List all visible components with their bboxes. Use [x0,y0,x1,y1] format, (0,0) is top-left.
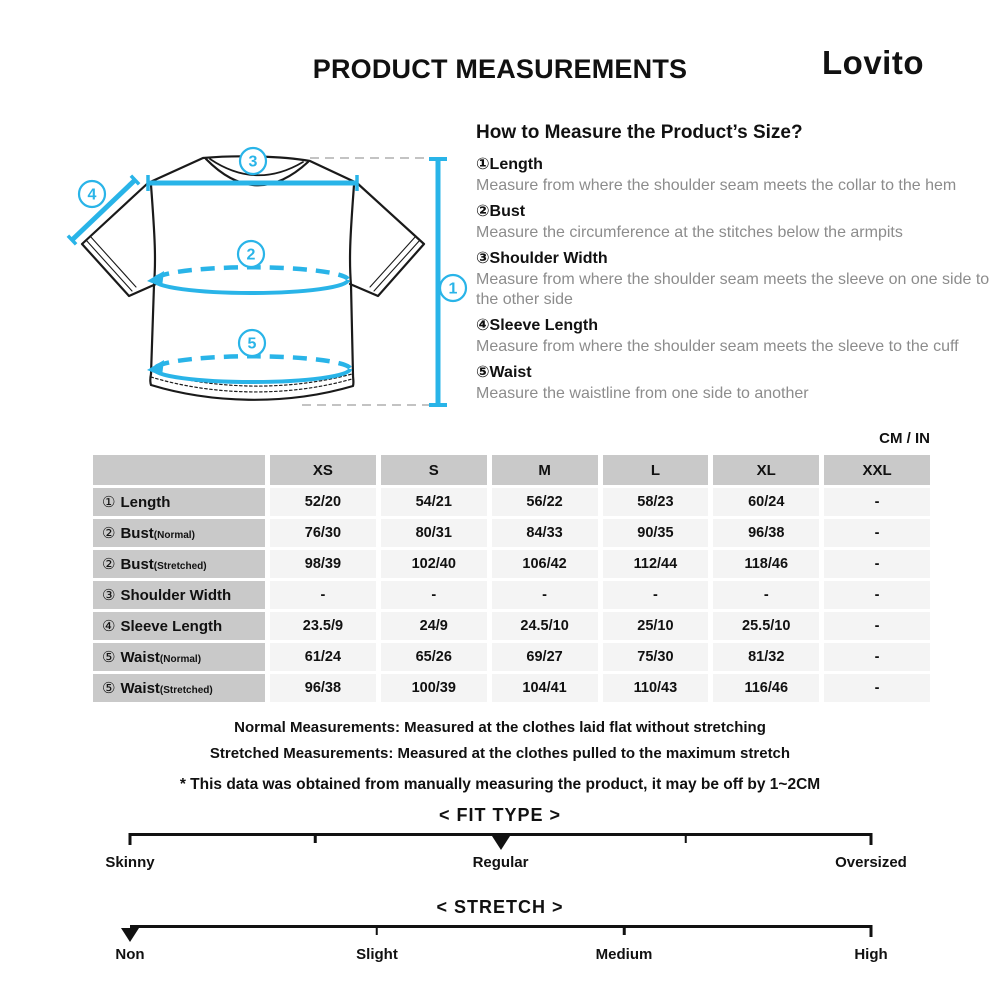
size-value: 80/31 [381,519,487,547]
size-value: 118/46 [713,550,819,578]
scale-label: Non [115,946,145,963]
scale-label: Skinny [105,854,155,871]
size-value: 102/40 [381,550,487,578]
size-value: 69/27 [492,643,598,671]
size-value: 98/39 [270,550,376,578]
howto-item-description: Measure the circumference at the stitches below the armpits [476,223,903,241]
howto-item-label: ①Length [476,156,543,173]
size-value: - [270,581,376,609]
howto-item [476,315,1000,358]
howto-item-label: ③Shoulder Width [476,249,608,267]
scale-tick [376,925,379,935]
size-value: - [824,519,930,547]
row-label: ⑤ Waist (Stretched) [93,674,265,702]
size-value: 110/43 [603,674,709,702]
callout-3-number: 3 [248,153,258,171]
scale-marker-icon [492,836,510,850]
note-normal-measurements: Normal Measurements: Measured at the clothes laid flat without stretching [234,719,766,736]
unit-label: CM / IN [879,430,930,447]
size-value: 106/42 [492,550,598,578]
stretch-title: < STRETCH > [436,897,564,917]
bust-ellipse [154,280,348,293]
howto-item [476,248,1000,312]
table-corner-cell [93,455,265,485]
stretch-scale [115,925,888,970]
scale-tick [623,925,626,935]
circled-number-icon: ② [102,556,116,573]
tshirt-measurement-diagram [60,128,480,428]
scale-label: Oversized [835,854,907,871]
size-col-header: XXL [824,455,930,485]
size-value: 60/24 [713,488,819,516]
size-value: 96/38 [270,674,376,702]
size-value: 24/9 [381,612,487,640]
circled-number-icon: ③ [102,587,116,604]
callout-circles [79,148,466,356]
waist-ellipse [154,369,350,382]
howto-item-description: Measure from where the shoulder seam meets the collar to the hem [476,177,957,194]
scale-end-cap [129,833,132,845]
size-value: 24.5/10 [492,612,598,640]
length-leader-lines [302,158,432,405]
circled-number-icon: ③ [476,249,490,267]
size-value: - [824,581,930,609]
size-value: - [603,581,709,609]
size-value: 112/44 [603,550,709,578]
size-value: 90/35 [603,519,709,547]
circled-number-icon: ① [476,156,490,173]
size-value: 75/30 [603,643,709,671]
size-value: 23.5/9 [270,612,376,640]
scale-end-cap [870,833,873,845]
row-label: ① Length [93,488,265,516]
size-value: 116/46 [713,674,819,702]
scale-label: Regular [472,854,529,871]
size-value: 52/20 [270,488,376,516]
size-value: - [492,581,598,609]
size-value: - [824,488,930,516]
size-col-header: XL [713,455,819,485]
callout-4-number: 4 [87,186,97,204]
circled-number-icon: ② [476,202,490,220]
size-col-header: S [381,455,487,485]
scale-marker-icon [121,928,139,942]
scale-tick [314,833,317,843]
size-value: 104/41 [492,674,598,702]
tshirt-outline [82,153,424,399]
size-value: 65/26 [381,643,487,671]
size-value: 61/24 [270,643,376,671]
row-label: ② Bust (Normal) [93,519,265,547]
circled-number-icon: ④ [476,317,490,335]
howto-item-description: Measure from where the shoulder seam meets the sleeve to the cuff [476,338,959,356]
howto-item-label: ④Sleeve Length [476,317,599,335]
callout-5-number: 5 [247,335,257,353]
size-value: 25/10 [603,612,709,640]
size-value: 56/22 [492,488,598,516]
row-label: ⑤ Waist (Normal) [93,643,265,671]
size-value: - [713,581,819,609]
scale-label: Slight [356,946,398,963]
circled-number-icon: ⑤ [102,649,116,666]
fit-type-title: < FIT TYPE > [438,805,562,825]
circled-number-icon: ④ [102,618,116,635]
circled-number-icon: ② [102,525,116,542]
size-value: 54/21 [381,488,487,516]
size-value: - [824,643,930,671]
size-value: 25.5/10 [713,612,819,640]
row-label: ② Bust (Stretched) [93,550,265,578]
note-stretched-measurements: Stretched Measurements: Measured at the clothes pulled to the maximum stretch [209,745,791,762]
size-value: - [824,612,930,640]
size-value: - [381,581,487,609]
howto-item-description: Measure the waistline from one side to another [476,384,809,402]
size-value: 81/32 [713,643,819,671]
fit-type-scale [105,833,907,878]
size-table [93,455,930,702]
page-title: PRODUCT MEASUREMENTS [312,54,688,84]
howto-item [476,362,1000,405]
circled-number-icon: ⑤ [102,680,116,697]
circled-number-icon: ① [102,494,116,511]
howto-list [476,154,1000,405]
row-label: ④ Sleeve Length [93,612,265,640]
size-value: 96/38 [713,519,819,547]
size-value: 76/30 [270,519,376,547]
scale-tick [685,833,688,843]
brand-logo: Lovito [822,44,924,81]
circled-number-icon: ⑤ [476,363,490,381]
size-value: 58/23 [603,488,709,516]
how-to-measure-heading: How to Measure the Product’s Size? [476,122,803,143]
scale-label: High [854,946,888,963]
howto-item [476,154,1000,197]
howto-item-label: ⑤Waist [476,363,532,381]
howto-item-label: ②Bust [476,202,526,220]
scale-line [130,925,871,928]
scale-label: Medium [595,946,653,963]
note-disclaimer: * This data was obtained from manually measuring the product, it may be off by 1~2CM [179,776,821,793]
callout-1-number: 1 [448,280,458,298]
row-label: ③ Shoulder Width [93,581,265,609]
size-col-header: L [603,455,709,485]
size-value: - [824,674,930,702]
scale-end-cap [870,925,873,937]
how-to-measure-section [476,122,1000,408]
size-value: - [824,550,930,578]
size-col-header: XS [270,455,376,485]
howto-item [476,201,1000,244]
howto-item-description: Measure from where the shoulder seam meets the sleeve on one side to the other side [476,270,990,309]
size-col-header: M [492,455,598,485]
callout-2-number: 2 [246,246,256,264]
size-value: 100/39 [381,674,487,702]
size-value: 84/33 [492,519,598,547]
